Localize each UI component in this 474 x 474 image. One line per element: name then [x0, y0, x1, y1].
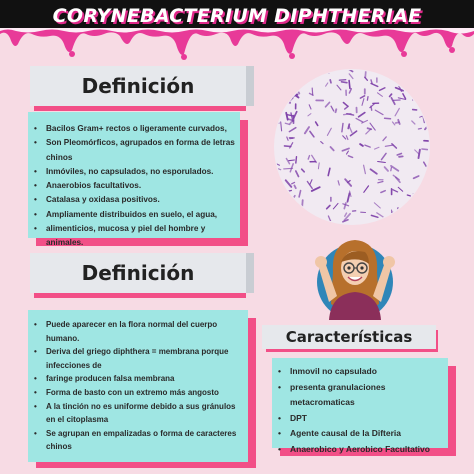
characteristics-list — [272, 358, 448, 458]
definition-list-1 — [28, 112, 240, 251]
list-item: • alimenticios, mucosa y piel del hombre y animales. — [46, 222, 240, 251]
page-title: CORYNEBACTERIUM DIPHTHERIAE — [52, 5, 422, 27]
heading-1-side — [246, 66, 254, 106]
list-item: • Puede aparecer en la flora normal del cuerpo humano. — [46, 318, 240, 345]
section-1-heading: Definición — [30, 66, 246, 106]
list-item: • Bacilos Gram+ rectos o ligeramente curvados, — [46, 122, 240, 136]
bacteria-micrograph-image — [273, 68, 431, 226]
heading-2-side — [246, 253, 254, 293]
list-item: • presenta granulaciones metacromaticas — [290, 380, 448, 411]
list-item: • A la tinción no es uniforme debido a sus gránulos en el citoplasma — [46, 400, 240, 427]
list-item: • Forma de basto con un extremo más angosto — [46, 386, 240, 400]
definition-card-2 — [28, 310, 248, 462]
list-item: • Catalasa y oxidasa positivos. — [46, 193, 240, 207]
characteristics-card — [272, 358, 448, 454]
list-item: • DPT — [290, 411, 448, 427]
section-3-heading: Características — [262, 325, 436, 349]
list-item: • Agente causal de la Difteria — [290, 426, 448, 442]
list-item: • Se agrupan en empalizadas o forma de caracteres chinos — [46, 427, 240, 454]
definition-list-2 — [28, 310, 248, 454]
section-2-heading: Definición — [30, 253, 246, 293]
list-item: • faringe producen falsa membrana — [46, 372, 240, 386]
list-item: • Deriva del griego diphthera = membrana porque infecciones de — [46, 345, 240, 372]
list-item: • Anaerobios facultativos. — [46, 179, 240, 193]
list-item: • Son Pleomórficos, agrupados en forma de letras chinos — [46, 136, 240, 165]
definition-card-1 — [28, 112, 240, 248]
list-item: • Inmovil no capsulado — [290, 364, 448, 380]
list-item: • Anaerobico y Aerobico Facultativo — [290, 442, 448, 458]
avatar-illustration — [307, 232, 403, 320]
list-item: • Inmóviles, no capsulados, no esporulados. — [46, 165, 240, 179]
list-item: • Ampliamente distribuidos en suelo, el agua, — [46, 208, 240, 222]
